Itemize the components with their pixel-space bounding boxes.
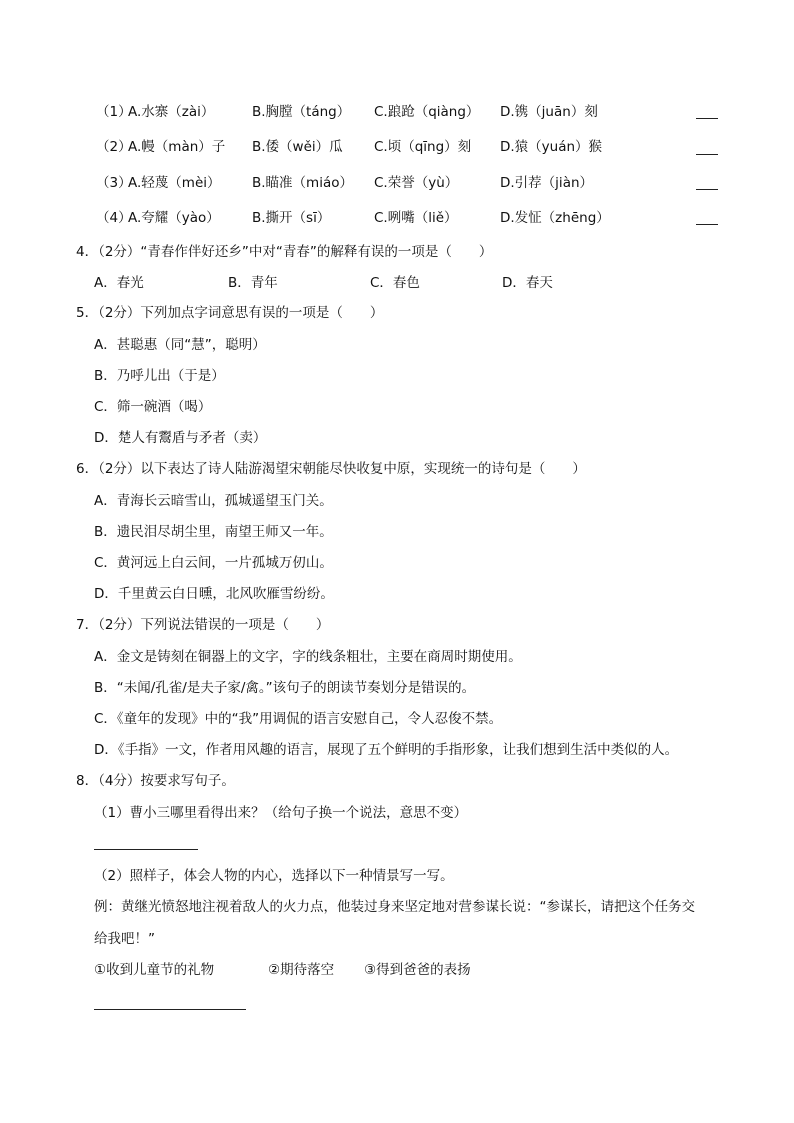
q3-option-d: D.发怔（zhēng） (500, 210, 610, 226)
q3-option-d: D.引荐（jiàn） (500, 175, 594, 191)
q8-stem: 8．（4分）按要求写句子。 (76, 773, 235, 789)
q8-example-line-2: 给我吧！” (94, 931, 155, 947)
q4-option-b[interactable]: B．青年 (228, 275, 278, 291)
q8-choice-2: ②期待落空 (268, 962, 335, 978)
q5-option-b[interactable]: B．乃呼儿出（于是） (94, 368, 225, 384)
answer-blank[interactable] (696, 224, 718, 225)
q3-option-c: C.顷（qīng）刻 (374, 139, 472, 155)
answer-blank[interactable] (696, 154, 718, 155)
q6-option-b[interactable]: B．遗民泪尽胡尘里，南望王师又一年。 (94, 524, 333, 540)
q7-option-c[interactable]: C．《童年的发现》中的“我”用调侃的语言安慰自己，令人忍俊不禁。 (94, 711, 503, 727)
q3-option-c: C.踉跄（qiàng） (374, 104, 480, 120)
q8-choice-3: ③得到爸爸的表扬 (364, 962, 471, 978)
q3-option-a: A.轻蔑（mèi） (128, 175, 221, 191)
q5-option-d[interactable]: D．楚人有鬻盾与矛者（卖） (94, 430, 267, 446)
q3-option-d: D.猿（yuán）猴 (500, 139, 603, 155)
q6-option-a[interactable]: A．青海长云暗雪山，孤城遥望玉门关。 (94, 493, 333, 509)
q6-stem: 6．（2分）以下表达了诗人陆游渴望宋朝能尽快收复中原，实现统一的诗句是（ ） (76, 461, 586, 477)
q4-option-d[interactable]: D．春天 (502, 275, 553, 291)
q7-option-d[interactable]: D．《手指》一文，作者用风趣的语言，展现了五个鲜明的手指形象，让我们想到生活中类似的人。 (94, 742, 679, 758)
q3-option-c: C.咧嘴（liě） (374, 210, 458, 226)
q3-row-number: （1） (96, 104, 132, 120)
q3-option-c: C.荣誉（yù） (374, 175, 459, 191)
q5-option-a[interactable]: A．甚聪惠（同“慧”，聪明） (94, 337, 266, 353)
q5-option-c[interactable]: C．筛一碗酒（喝） (94, 399, 212, 415)
q7-option-b[interactable]: B．“未闻/孔雀/是夫子家/禽。”该句子的朗读节奏划分是错误的。 (94, 680, 476, 696)
answer-blank[interactable] (696, 189, 718, 190)
q4-option-a[interactable]: A．春光 (94, 275, 144, 291)
q8-part1: （1）曹小三哪里看得出来？（给句子换一个说法，意思不变） (94, 805, 468, 821)
q8-part2-answer-line[interactable] (94, 1009, 246, 1010)
q3-option-a: A.水寨（zài） (128, 104, 215, 120)
q3-option-d: D.镌（juān）刻 (500, 104, 598, 120)
q7-stem: 7．（2分）下列说法错误的一项是（ ） (76, 617, 330, 633)
q4-stem: 4．（2分）“青春作伴好还乡”中对“青春”的解释有误的一项是（ ） (76, 244, 493, 260)
q3-row-number: （3） (96, 175, 132, 191)
q3-option-b: B.胸膛（táng） (252, 104, 351, 120)
q8-example-line-1: 例：黄继光愤怒地注视着敌人的火力点，他装过身来坚定地对营参谋长说：“参谋长，请把这个任务交 (94, 899, 695, 915)
answer-blank[interactable] (696, 118, 718, 119)
q3-row-number: （4） (96, 210, 132, 226)
q8-part2: （2）照样子，体会人物的内心，选择以下一种情景写一写。 (94, 868, 454, 884)
q5-stem: 5．（2分）下列加点字词意思有误的一项是（ ） (76, 305, 384, 321)
q3-row-number: （2） (96, 139, 132, 155)
q3-option-b: B.瞄准（miáo） (252, 175, 353, 191)
q3-option-a: A.幔（màn）子 (128, 139, 226, 155)
q3-option-a: A.夸耀（yào） (128, 210, 220, 226)
q3-option-b: B.倭（wěi）瓜 (252, 139, 343, 155)
q3-option-b: B.撕开（sī） (252, 210, 331, 226)
q8-choice-1: ①收到儿童节的礼物 (94, 962, 215, 978)
q7-option-a[interactable]: A．金文是铸刻在铜器上的文字，字的线条粗壮，主要在商周时期使用。 (94, 649, 522, 665)
q8-part1-answer-line[interactable] (94, 849, 198, 850)
q4-option-c[interactable]: C．春色 (370, 275, 420, 291)
q6-option-d[interactable]: D．千里黄云白日曛，北风吹雁雪纷纷。 (94, 586, 334, 602)
q6-option-c[interactable]: C．黄河远上白云间，一片孤城万仞山。 (94, 555, 333, 571)
